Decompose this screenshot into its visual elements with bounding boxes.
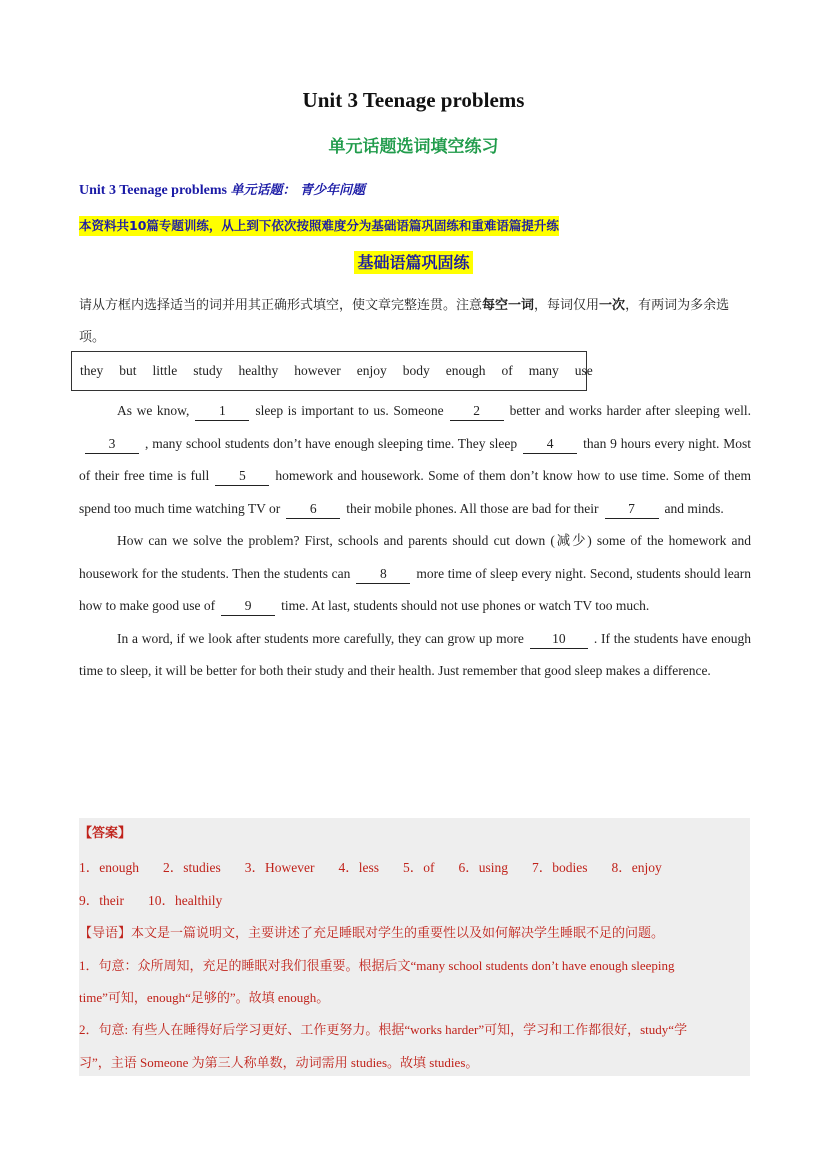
blank-1[interactable]: 1 bbox=[195, 402, 249, 421]
word-option: little bbox=[152, 363, 178, 378]
explanation-1-line-1: 1．句意：众所周知，充足的睡眠对我们很重要。根据后文“many school students don’t have enough sleeping bbox=[79, 958, 675, 973]
word-option: enjoy bbox=[356, 363, 387, 378]
answer-item: 5．of bbox=[403, 860, 435, 875]
answer-item: 4．less bbox=[338, 860, 379, 875]
instruction-emphasis: 一次 bbox=[599, 298, 626, 313]
instruction-text: 请从方框内选择适当的词并用其正确形式填空，使文章完整连贯。注意 bbox=[79, 298, 483, 313]
word-option: but bbox=[119, 363, 137, 378]
answer-item: 8．enjoy bbox=[611, 860, 662, 875]
answer-label: 【答案】 bbox=[79, 826, 132, 841]
answer-item: 9．their bbox=[79, 893, 124, 908]
answer-row-1 bbox=[79, 856, 686, 876]
word-option: healthy bbox=[238, 363, 279, 378]
instructions bbox=[79, 290, 751, 354]
blank-6[interactable]: 6 bbox=[286, 500, 340, 519]
page-subtitle: 单元话题选词填空练习 bbox=[328, 137, 499, 157]
word-option: body bbox=[402, 363, 430, 378]
blank-4[interactable]: 4 bbox=[523, 435, 577, 454]
topic-line bbox=[79, 179, 365, 199]
answer-row-2 bbox=[79, 889, 246, 909]
passage bbox=[79, 395, 751, 688]
instruction-text: ，每词仅用 bbox=[534, 298, 600, 313]
answer-item: 2．studies bbox=[163, 860, 221, 875]
word-option: use bbox=[574, 363, 593, 378]
answer-item: 7．bodies bbox=[532, 860, 588, 875]
blank-7[interactable]: 7 bbox=[605, 500, 659, 519]
word-option: study bbox=[193, 363, 223, 378]
word-option: of bbox=[501, 363, 513, 378]
answer-item: 3．However bbox=[244, 860, 315, 875]
blank-5[interactable]: 5 bbox=[215, 467, 269, 486]
instruction-text: ，有两词为多余选项。 bbox=[79, 298, 730, 345]
instruction-emphasis: 每空一词 bbox=[482, 298, 535, 313]
paragraph-2: How can we solve the problem? First, schools and parents should cut down (减少) some of the homework and housework for the students. Then the students can 8 more time of sleep every night. Second, students should learn how to make good use of 9 time. At last, students should not use phones or watch TV too much. bbox=[79, 525, 751, 623]
explanation-2-line-1: 2．句意: 有些人在睡得好后学习更好、工作更努力。根据“works harder”可知，学习和工作都很好，study“学 bbox=[79, 1022, 688, 1037]
paragraph-3: In a word, if we look after students more carefully, they can grow up more 10 . If the students have enough time to sleep, it will be better for both their study and their health. Just remember that good sleep makes a difference. bbox=[79, 630, 751, 678]
section-title: 基础语篇巩固练 bbox=[354, 251, 472, 274]
page-title: Unit 3 Teenage problems bbox=[302, 88, 525, 112]
word-option: enough bbox=[445, 363, 486, 378]
topic-cn: 单元话题： 青少年问题 bbox=[230, 183, 365, 198]
answer-item: 1．enough bbox=[79, 860, 139, 875]
word-option: many bbox=[528, 363, 559, 378]
explanation-1-line-2: time”可知，enough“足够的”。故填 enough。 bbox=[79, 990, 330, 1005]
blank-9[interactable]: 9 bbox=[221, 597, 275, 616]
blank-2[interactable]: 2 bbox=[450, 402, 504, 421]
answer-item: 10．healthily bbox=[148, 893, 223, 908]
answer-item: 6．using bbox=[458, 860, 509, 875]
blank-8[interactable]: 8 bbox=[356, 565, 410, 584]
blank-3[interactable]: 3 bbox=[85, 435, 139, 454]
section-heading bbox=[0, 250, 827, 273]
blank-10[interactable]: 10 bbox=[530, 630, 588, 649]
word-option: however bbox=[294, 363, 341, 378]
topic-en: Unit 3 Teenage problems bbox=[79, 183, 231, 198]
word-option: they bbox=[80, 363, 104, 378]
word-bank-box bbox=[71, 351, 593, 391]
answer-section bbox=[79, 818, 750, 1076]
explanation-2-line-2: 习”，主语 Someone 为第三人称单数，动词需用 studies。故填 studies。 bbox=[79, 1055, 479, 1070]
guide-text: 【导语】本文是一篇说明文，主要讲述了充足睡眠对学生的重要性以及如何解决学生睡眠不足的问题。 bbox=[79, 926, 665, 941]
highlight-notice: 本资料共10篇专题训练，从上到下依次按照难度分为基础语篇巩固练和重难语篇提升练 bbox=[79, 216, 559, 236]
paragraph-1: As we know, 1 sleep is important to us. Someone 2 better and works harder after sleeping well.3 , many school students don’t have enough sleeping time. They sleep 4 than 9 hours every night. Most of their free time is full 5 homework and housework. Some of them don’t know how to use time. Some of them spend too much time watching TV or 6 their mobile phones. All those are bad for their 7 and minds. bbox=[79, 395, 751, 525]
